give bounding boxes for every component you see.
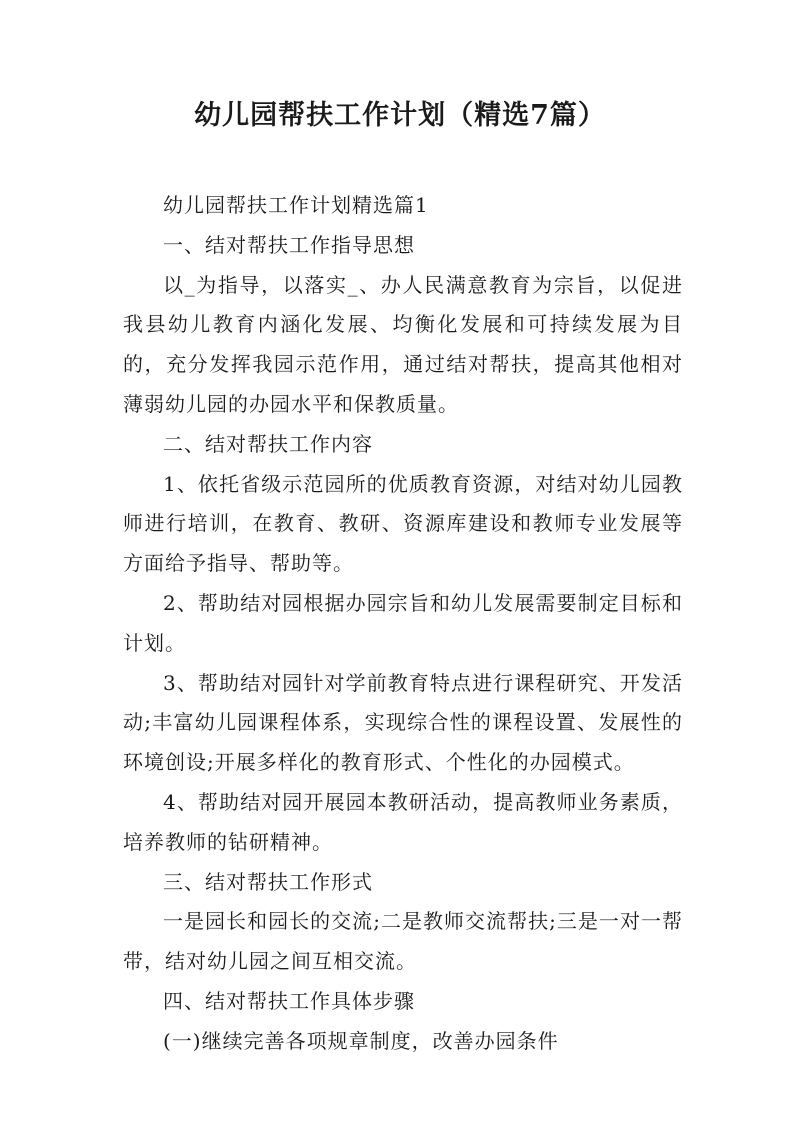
paragraph-form: 一是园长和园长的交流;二是教师交流帮扶;三是一对一帮带，结对幼儿园之间互相交流。	[123, 909, 683, 974]
section-heading-content: 二、结对帮扶工作内容	[163, 431, 373, 456]
paragraph-content-item-3: 3、帮助结对园针对学前教育特点进行课程研究、开发活动;丰富幼儿园课程体系，实现综合性的课程设置、发展性的环境创设;开展多样化的教育形式、个性化的办园模式。	[123, 670, 683, 775]
document-body	[123, 186, 683, 1062]
section-heading-form: 三、结对帮扶工作形式	[163, 869, 373, 894]
section-heading-guiding-ideology: 一、结对帮扶工作指导思想	[163, 232, 415, 257]
paragraph-content-item-1: 1、依托省级示范园所的优质教育资源，对结对幼儿园教师进行培训，在教育、教研、资源库建设和教师专业发展等方面给予指导、帮助等。	[123, 471, 683, 576]
document-title: 幼儿园帮扶工作计划（精选7篇）	[194, 100, 606, 131]
section-heading-part1: 幼儿园帮扶工作计划精选篇1	[163, 193, 429, 217]
paragraph-step-1: (一)继续完善各项规章制度，改善办园条件	[163, 1028, 559, 1053]
section-heading-steps: 四、结对帮扶工作具体步骤	[163, 988, 415, 1013]
paragraph-content-item-2: 2、帮助结对园根据办园宗旨和幼儿发展需要制定目标和计划。	[123, 590, 683, 655]
paragraph-content-item-4: 4、帮助结对园开展园本教研活动，提高教师业务素质，培养教师的钻研精神。	[123, 789, 683, 854]
paragraph-guiding-ideology: 以_为指导，以落实_、办人民满意教育为宗旨，以促进我县幼儿教育内涵化发展、均衡化发展和可持续发展为目的，充分发挥我园示范作用，通过结对帮扶，提高其他相对薄弱幼儿园的办园水平和保教质量。	[123, 272, 683, 416]
